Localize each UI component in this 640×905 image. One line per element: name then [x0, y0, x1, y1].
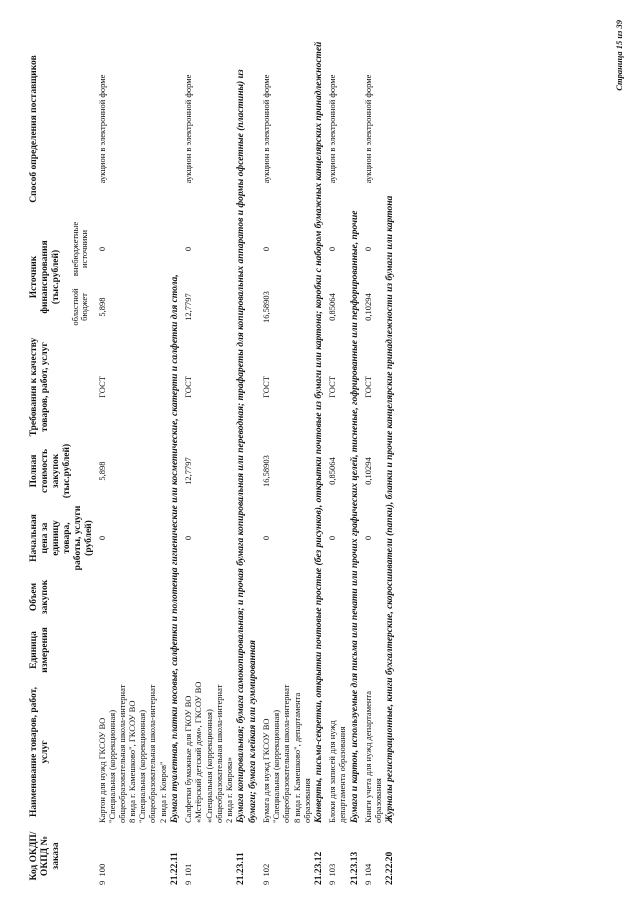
header-unit: Единица измерения [29, 627, 50, 673]
item-unit [362, 621, 384, 679]
group-code: 21.23.11 [236, 852, 247, 885]
item-start-price: 0 [183, 535, 194, 541]
item-unit [326, 621, 348, 679]
item-method: аукцион в электронной форме [260, 74, 271, 184]
order-number [362, 825, 384, 887]
item-method: аукцион в электронной форме [96, 74, 107, 184]
item-funding-extra: 0 [183, 246, 194, 252]
group-row [349, 39, 362, 887]
item-volume [362, 573, 384, 621]
table-row [326, 39, 348, 887]
order-id: 104 [363, 863, 374, 877]
item-start-price: 0 [327, 535, 338, 541]
item-requirements: ГОСТ [363, 376, 374, 398]
group-code: 21.22.11 [169, 852, 180, 885]
item-total: 0,10294 [363, 457, 374, 485]
page-number: Страница 15 из 39 [613, 20, 624, 91]
group-row [169, 39, 182, 887]
group-row [313, 39, 326, 887]
group-title: Бумага копировальная; бумага самокопировальная; и прочая бумага копировальная или переводная; трафареты для копировальных аппаратов и формы офсетные (пластины) из бумаги; бумага клейкая или гуммированная [236, 69, 258, 823]
item-unit [260, 621, 313, 679]
item-requirements: ГОСТ [96, 376, 107, 398]
header-code: Код ОКДП/ ОКПД № заказа [29, 831, 61, 881]
header-funding: Источник финансирования (тыс.рублей) [29, 240, 61, 314]
item-requirements: ГОСТ [183, 376, 194, 398]
item-name: Блоки для записей для нужд департамента образования [327, 720, 348, 823]
order-prefix: 9 [327, 880, 338, 885]
item-volume [260, 573, 313, 621]
order-number [260, 825, 313, 887]
item-funding-regional: 16,58903 [260, 291, 271, 323]
table-row [96, 39, 169, 887]
header-total-cost: Полная стоимость закупок (тыс.рублей) [29, 443, 72, 499]
group-code: 22.22.20 [385, 851, 396, 885]
order-id: 101 [183, 863, 194, 877]
table-row [362, 39, 384, 887]
order-prefix: 9 [96, 880, 107, 885]
item-total: 16,58903 [260, 455, 271, 487]
table-body [96, 39, 398, 887]
group-code: 21.23.12 [313, 851, 324, 885]
order-prefix: 9 [363, 880, 374, 885]
item-requirements: ГОСТ [327, 376, 338, 398]
item-unit [182, 621, 235, 679]
procurement-table [28, 39, 398, 887]
item-method: аукцион в электронной форме [183, 74, 194, 184]
item-name: Бумага для нужд ГКСОУ ВО "Специальная (коррекционная) общеобразовательная школа-интернат 8 вида г. Камешково", департамента образования [260, 684, 312, 823]
table-row [260, 39, 313, 887]
item-funding-extra: 0 [363, 246, 374, 252]
order-number [326, 825, 348, 887]
item-funding-extra: 0 [96, 246, 107, 252]
item-unit [96, 621, 169, 679]
order-number [96, 825, 169, 887]
group-code: 21.23.13 [349, 851, 360, 885]
table-row [182, 39, 235, 887]
order-id: 103 [327, 863, 338, 877]
order-prefix: 9 [183, 880, 194, 885]
item-start-price: 0 [96, 535, 107, 541]
item-name: Книги учета для нужд департамента образования [363, 691, 384, 823]
group-title: Бумага туалетная, платки носовые, салфетки и полотенца гигиенические или косметические, скатерти и салфетки для стола, [169, 274, 180, 823]
item-volume [326, 573, 348, 621]
header-funding-extra: внебюджетные источники [69, 221, 90, 277]
table-header [28, 39, 96, 887]
group-title: Конверты, письма-секретки, открытки почтовые простые (без рисунков), открытки почтовые из бумаги или картона; коробки с набором бумажных канцелярских принадлежностей [313, 41, 324, 823]
item-funding-regional: 0,10294 [363, 293, 374, 321]
item-funding-extra: 0 [327, 246, 338, 252]
item-volume [182, 573, 235, 621]
header-name: Наименование товаров, работ, услуг [29, 687, 50, 817]
item-funding-extra: 0 [260, 246, 271, 252]
group-row [235, 39, 260, 887]
item-funding-regional: 5,898 [96, 297, 107, 317]
order-id: 100 [96, 863, 107, 877]
header-requirements: Требования к качеству товаров, работ, услуг [29, 337, 50, 437]
item-volume [96, 573, 169, 621]
item-total: 12,7797 [183, 457, 194, 485]
item-total: 0,85064 [327, 457, 338, 485]
item-start-price: 0 [363, 535, 374, 541]
item-method: аукцион в электронной форме [363, 74, 374, 184]
order-number [182, 825, 235, 887]
order-prefix: 9 [260, 880, 271, 885]
group-title: Бумага и картон, используемые для письма или печати или прочих графических целей, тисненые, гофрированные или перфорированные, прочие [349, 210, 360, 823]
item-requirements: ГОСТ [260, 376, 271, 398]
group-row [384, 39, 397, 887]
header-volume: Объем закупок [29, 579, 50, 615]
header-start-price: Начальная цена за единицу товара, работы, услуги (рублей) [29, 505, 94, 571]
group-title: Журналы регистрационные, книги бухгалтерские, скоросшиватели (папки), бланки и прочие канцелярские принадлежности из бумаги или картона [385, 195, 396, 823]
item-funding-regional: 12,7797 [183, 293, 194, 321]
item-start-price: 0 [260, 535, 271, 541]
header-funding-regional: областной бюджет [69, 288, 90, 326]
item-method: аукцион в электронной форме [327, 74, 338, 184]
item-funding-regional: 0,85064 [327, 293, 338, 321]
order-id: 102 [260, 863, 271, 877]
item-name: Салфетки бумажные для ГКОУ ВО «Мстёрский детский дом», ГКСОУ ВО «Специальная (коррекционная) общеобразовательная школа-интернат 2 вида г. Коврова» [183, 681, 234, 823]
item-name: Картон для нужд ГКСОУ ВО "Специальная (коррекционная) общеобразовательная школа-интернат 8 вида г. Камешково", ГКСОУ ВО "Специальная (коррекционная) общеобразовательная школа-интернат 2 вида г. Ковров" [96, 684, 168, 823]
header-method: Способ определения поставщиков [29, 55, 39, 203]
item-total: 5,898 [96, 461, 107, 481]
